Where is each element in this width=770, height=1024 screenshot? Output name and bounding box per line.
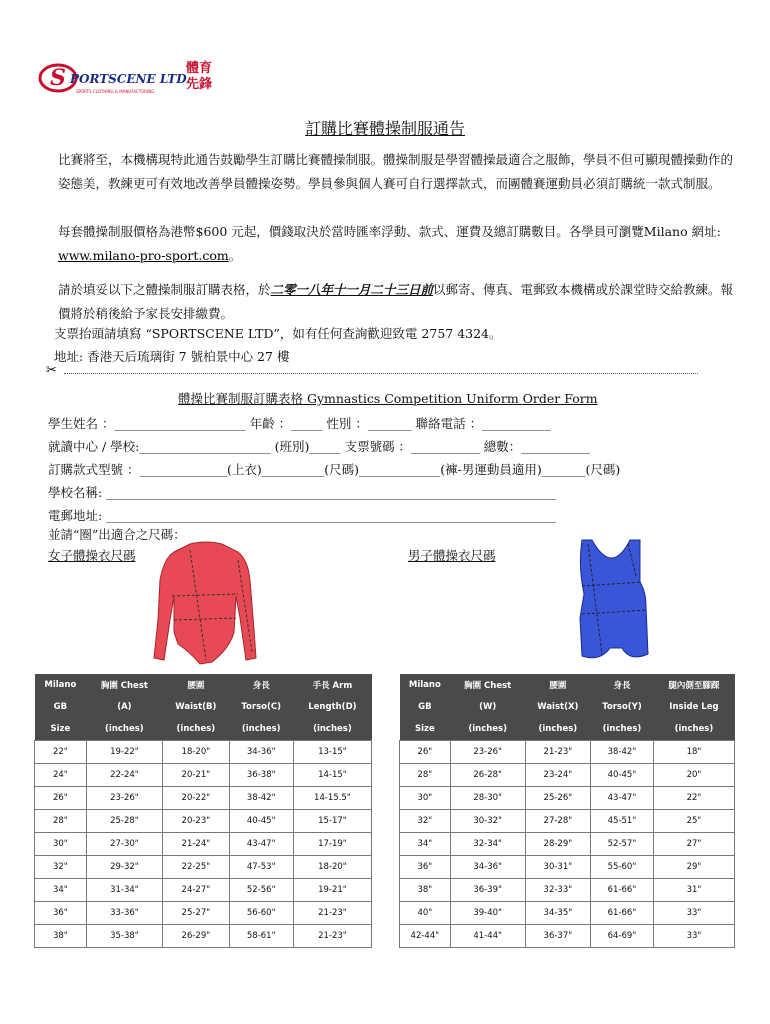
column-header: Milano <box>35 674 87 696</box>
deadline-rest: 以郵寄、傳真、電郵致本機構或於課堂時交給教練。報價將於稍後給予家長安排繳費。 <box>58 282 734 321</box>
table-row <box>400 879 735 902</box>
table-cell[interactable]: 32-33" <box>525 879 590 902</box>
header-row <box>35 696 372 718</box>
table-row <box>35 833 372 856</box>
table-cell[interactable]: 36-37" <box>525 925 590 948</box>
table-cell[interactable]: 22" <box>653 787 734 810</box>
cheque-info: 支票抬頭請填寫 “SPORTSCENE LTD”，如有任何查詢歡迎致電 2757 4324。 <box>54 326 502 341</box>
table-cell[interactable]: 34" <box>35 879 87 902</box>
table-cell[interactable]: 39-40" <box>450 902 525 925</box>
column-header: Torso(Y) <box>591 696 654 718</box>
table-cell[interactable]: 34-36" <box>450 856 525 879</box>
table-cell[interactable]: 28-30" <box>450 787 525 810</box>
male-leotard-figure <box>566 536 658 674</box>
company-logo <box>36 52 228 96</box>
table-cell[interactable]: 31" <box>653 879 734 902</box>
table-cell[interactable]: 36" <box>35 902 87 925</box>
deadline-intro: 請於填妥以下之體操制服訂購表格，於 <box>58 282 271 297</box>
table-row <box>35 856 372 879</box>
column-header: (inches) <box>293 718 371 741</box>
address-info: 地址: 香港天后琉璃街 7 號柏景中心 27 樓 <box>54 349 290 364</box>
column-header: 身長 <box>591 674 654 696</box>
deadline-paragraph <box>58 278 738 326</box>
table-cell[interactable]: 21-24" <box>163 833 230 856</box>
svg-text:PORTSCENE LTD.: PORTSCENE LTD. <box>70 72 191 86</box>
column-header: (inches) <box>653 718 734 741</box>
table-cell[interactable]: 38" <box>35 925 87 948</box>
table-cell[interactable]: 47-53" <box>229 856 293 879</box>
table-cell[interactable]: 61-66" <box>591 902 654 925</box>
table-row <box>400 810 735 833</box>
table-cell[interactable]: 23-26" <box>86 787 162 810</box>
table-cell[interactable]: 28-29" <box>525 833 590 856</box>
table-row <box>35 787 372 810</box>
header-row <box>400 718 735 741</box>
table-cell[interactable]: 34-36" <box>229 741 293 764</box>
table-cell[interactable]: 29" <box>653 856 734 879</box>
table-row <box>35 879 372 902</box>
column-header: (W) <box>450 696 525 718</box>
table-cell[interactable]: 43-47" <box>229 833 293 856</box>
column-header: (inches) <box>525 718 590 741</box>
page-title: 訂購比賽體操制服通告 <box>304 119 465 138</box>
table-cell[interactable]: 33" <box>653 902 734 925</box>
table-cell[interactable]: 24" <box>35 764 87 787</box>
table-cell[interactable]: 32" <box>400 810 451 833</box>
table-cell[interactable]: 18" <box>653 741 734 764</box>
table-cell[interactable]: 23-26" <box>450 741 525 764</box>
circle-note: 並請“圈”出適合之尺碼： <box>48 527 186 542</box>
column-header: 腿內側至腳踝 <box>653 674 734 696</box>
table-cell[interactable]: 56-60" <box>229 902 293 925</box>
table-cell[interactable]: 20" <box>653 764 734 787</box>
column-header: (inches) <box>450 718 525 741</box>
table-cell[interactable]: 30-32" <box>450 810 525 833</box>
column-header: Length(D) <box>293 696 371 718</box>
table-row <box>35 741 372 764</box>
form-row-student[interactable]: 學生姓名 ：_____________________ 年齡 ：_____ 性別 ：_______ 聯絡電話 ：___________ <box>48 416 551 431</box>
table-cell[interactable]: 25-27" <box>163 902 230 925</box>
table-row <box>400 764 735 787</box>
table-cell[interactable]: 21-23" <box>525 741 590 764</box>
table-cell[interactable]: 64-69" <box>591 925 654 948</box>
svg-text:S: S <box>50 65 66 91</box>
header-row <box>35 718 372 741</box>
table-cell[interactable]: 36" <box>400 856 451 879</box>
column-header: Waist(B) <box>163 696 230 718</box>
header-row <box>35 674 372 696</box>
table-cell[interactable]: 40-45" <box>591 764 654 787</box>
table-cell[interactable]: 38-42" <box>229 787 293 810</box>
table-row <box>400 787 735 810</box>
table-cell[interactable]: 15-17" <box>293 810 371 833</box>
price-paragraph <box>58 220 738 268</box>
column-header: GB <box>35 696 87 718</box>
table-cell[interactable]: 35-38" <box>86 925 162 948</box>
table-cell[interactable]: 30" <box>35 833 87 856</box>
cut-line <box>46 363 698 380</box>
website-end: 。 <box>228 248 242 263</box>
table-row <box>400 925 735 948</box>
table-row <box>400 833 735 856</box>
table-cell[interactable]: 36-38" <box>229 764 293 787</box>
table-cell[interactable]: 25" <box>653 810 734 833</box>
column-header: 胸圍 Chest <box>86 674 162 696</box>
table-cell[interactable]: 25-28" <box>86 810 162 833</box>
table-cell[interactable]: 28" <box>400 764 451 787</box>
scissors-icon: ✂ <box>46 363 57 378</box>
form-row-school[interactable]: 就讀中心 / 學校:_____________________ (班別)_____ 支票號碼 ：___________ 總數：___________ <box>48 439 591 454</box>
table-cell[interactable]: 52-56" <box>229 879 293 902</box>
table-cell[interactable]: 17-19" <box>293 833 371 856</box>
column-header: GB <box>400 696 451 718</box>
column-header: 腰圍 <box>163 674 230 696</box>
table-row <box>35 902 372 925</box>
table-cell[interactable]: 32" <box>35 856 87 879</box>
header-row <box>400 696 735 718</box>
table-cell[interactable]: 52-57" <box>591 833 654 856</box>
website-link[interactable]: www.milano-pro-sport.com <box>58 248 229 263</box>
table-cell[interactable]: 27" <box>653 833 734 856</box>
table-cell[interactable]: 45-51" <box>591 810 654 833</box>
table-cell[interactable]: 58-61" <box>229 925 293 948</box>
female-size-table <box>34 674 372 948</box>
female-size-label: 女子體操衣尺碼 <box>48 548 136 563</box>
intro-paragraph: 比賽將至，本機構現特此通告鼓勵學生訂購比賽體操制服。體操制服是學習體操最適合之服飾，學員不但可顯現體操動作的姿態美，教練更可有效地改善學員體操姿勢。學員參與個人賽可自行選擇款式，而團體賽運動員必須訂購統一款式制服。 <box>58 152 734 191</box>
form-title: 體操比賽制服訂購表格 Gymnastics Competition Uniform Order Form <box>178 391 598 406</box>
table-cell[interactable]: 40" <box>400 902 451 925</box>
column-header: (A) <box>86 696 162 718</box>
table-cell[interactable]: 27-28" <box>525 810 590 833</box>
table-cell[interactable]: 42-44" <box>400 925 451 948</box>
header-row <box>400 674 735 696</box>
table-cell[interactable]: 14-15.5" <box>293 787 371 810</box>
table-cell[interactable]: 19-22" <box>86 741 162 764</box>
column-header: Size <box>35 718 87 741</box>
table-row <box>400 856 735 879</box>
table-cell[interactable]: 32-34" <box>450 833 525 856</box>
form-row-school-name[interactable]: 學校名稱: ________________________________________________________________________ <box>48 485 557 500</box>
table-cell[interactable]: 40-45" <box>229 810 293 833</box>
column-header: Size <box>400 718 451 741</box>
table-cell[interactable]: 61-66" <box>591 879 654 902</box>
male-size-label: 男子體操衣尺碼 <box>408 548 496 563</box>
table-cell[interactable]: 22-24" <box>86 764 162 787</box>
table-cell[interactable]: 18-20" <box>163 741 230 764</box>
table-cell[interactable]: 26-29" <box>163 925 230 948</box>
table-cell[interactable]: 36-39" <box>450 879 525 902</box>
table-cell[interactable]: 14-15" <box>293 764 371 787</box>
svg-text:SPORTS CLOTHING & MANUFACTURIN: SPORTS CLOTHING & MANUFACTURING <box>76 89 155 94</box>
svg-text:體育: 體育 <box>186 61 213 76</box>
table-cell[interactable]: 38" <box>400 879 451 902</box>
table-cell[interactable]: 20-22" <box>163 787 230 810</box>
column-header: (inches) <box>229 718 293 741</box>
column-header: (inches) <box>591 718 654 741</box>
male-size-table <box>399 674 735 948</box>
price-text: 每套體操制服價格為港幣$600 元起，價錢取決於當時匯率浮動、款式、運費及總訂購數目。各學員可瀏覽Milano 網址: <box>58 224 721 239</box>
svg-text:先鋒: 先鋒 <box>186 77 213 92</box>
table-cell[interactable]: 23-24" <box>525 764 590 787</box>
column-header: 胸圍 Chest <box>450 674 525 696</box>
table-row <box>400 902 735 925</box>
table-cell[interactable]: 29-32" <box>86 856 162 879</box>
table-cell[interactable]: 21-23" <box>293 925 371 948</box>
table-cell[interactable]: 13-15" <box>293 741 371 764</box>
deadline-date: 二零一八年十一月二十三日前 <box>270 282 434 297</box>
column-header: Inside Leg <box>653 696 734 718</box>
column-header: Waist(X) <box>525 696 590 718</box>
table-row <box>35 810 372 833</box>
table-cell[interactable]: 26-28" <box>450 764 525 787</box>
table-cell[interactable]: 20-23" <box>163 810 230 833</box>
table-cell[interactable]: 30-31" <box>525 856 590 879</box>
column-header: 身長 <box>229 674 293 696</box>
table-cell[interactable]: 21-23" <box>293 902 371 925</box>
table-cell[interactable]: 33-36" <box>86 902 162 925</box>
column-header: (inches) <box>163 718 230 741</box>
table-cell[interactable]: 33" <box>653 925 734 948</box>
column-header: (inches) <box>86 718 162 741</box>
table-cell[interactable]: 55-60" <box>591 856 654 879</box>
table-cell[interactable]: 26" <box>400 741 451 764</box>
table-cell[interactable]: 25-26" <box>525 787 590 810</box>
table-cell[interactable]: 27-30" <box>86 833 162 856</box>
table-cell[interactable]: 18-20" <box>293 856 371 879</box>
table-cell[interactable]: 41-44" <box>450 925 525 948</box>
table-cell[interactable]: 43-47" <box>591 787 654 810</box>
column-header: 手長 Arm <box>293 674 371 696</box>
table-cell[interactable]: 30" <box>400 787 451 810</box>
table-cell[interactable]: 22-25" <box>163 856 230 879</box>
column-header: Milano <box>400 674 451 696</box>
table-cell[interactable]: 20-21" <box>163 764 230 787</box>
female-leotard-figure <box>150 540 262 672</box>
table-row <box>35 925 372 948</box>
form-row-email[interactable]: 電郵地址: ________________________________________________________________________ <box>48 508 557 523</box>
table-cell[interactable]: 34" <box>400 833 451 856</box>
table-row <box>35 764 372 787</box>
column-header: 腰圍 <box>525 674 590 696</box>
table-cell[interactable]: 24-27" <box>163 879 230 902</box>
table-cell[interactable]: 28" <box>35 810 87 833</box>
table-cell[interactable]: 22" <box>35 741 87 764</box>
table-cell[interactable]: 19-21" <box>293 879 371 902</box>
table-cell[interactable]: 34-35" <box>525 902 590 925</box>
table-row <box>400 741 735 764</box>
column-header: Torso(C) <box>229 696 293 718</box>
form-row-style[interactable]: 訂購款式型號 ：______________(上衣)__________(尺碼)_____________(褲-男運動員適用)_______(尺碼) <box>48 462 621 477</box>
table-cell[interactable]: 31-34" <box>86 879 162 902</box>
table-cell[interactable]: 38-42" <box>591 741 654 764</box>
table-cell[interactable]: 26" <box>35 787 87 810</box>
